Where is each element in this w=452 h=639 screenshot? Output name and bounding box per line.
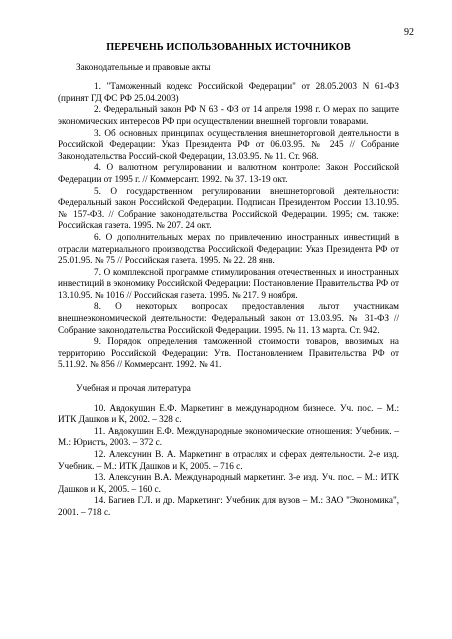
- list-item: [58, 162, 399, 185]
- entry-text: Алексунин В. А. Маркетинг в отраслях и сферах деятельности. 2-е изд. Учебник. – М.: ИТК Дашков и К, 2005. – 716 с.: [58, 449, 399, 471]
- page-number: 92: [404, 27, 414, 38]
- entry-text: О некоторых вопросах предоставления льгот участникам внешнеэкономической деятельности: Федеральный закон от 13.03.95. № 31-ФЗ // Собрание законодательства Российской Федерации. 1995. № 11. 13 марта. Ст. 942.: [58, 301, 399, 335]
- entry-number: 4.: [94, 162, 101, 173]
- list-item: [58, 472, 399, 495]
- section-heading-literature: Учебная и прочая литература: [76, 383, 191, 394]
- entry-number: 8.: [94, 301, 101, 312]
- entry-number: 14.: [94, 495, 106, 506]
- entry-text: Авдокушин Е.Ф. Маркетинг в международном бизнесе. Уч. пос. – М.: ИТК Дашков и К, 2002. – 328 с.: [58, 402, 399, 425]
- entry-number: 12.: [94, 449, 106, 459]
- entry-number: 10.: [94, 402, 106, 413]
- entry-text: Об основных принципах осуществления внешнеторговой деятельности в Российской Федерации: Указ Президента РФ от 06.03.95. № 245 // Собрание Законодательства Россий-ской Федерации, 13.03.95. № 11. Ст. 968.: [58, 127, 399, 161]
- entry-number: 6.: [94, 231, 101, 242]
- list-item: [58, 81, 399, 104]
- entry-number: 5.: [94, 185, 101, 196]
- list-item: [58, 449, 399, 472]
- entry-number: 9.: [94, 336, 101, 347]
- entry-text: О валютном регулировании и валютном контроле: Закон Российской Федерации от 1995 г. // Коммерсант. 1992. № 37. 13-19 окт.: [58, 162, 400, 184]
- entry-number: 13.: [94, 472, 106, 483]
- list-item: [58, 186, 399, 232]
- literature-list: [58, 403, 399, 519]
- document-title: ПЕРЕЧЕНЬ ИСПОЛЬЗОВАННЫХ ИСТОЧНИКОВ: [106, 42, 351, 53]
- list-item: [58, 267, 399, 302]
- entry-text: "Таможенный кодекс Российской Федерации" от 28.05.2003 N 61-ФЗ (принят ГД ФС РФ 25.04.2003): [58, 81, 400, 103]
- list-item: [58, 336, 399, 371]
- entry-number: 11.: [94, 425, 106, 436]
- entry-number: 1.: [94, 81, 101, 92]
- list-item: [58, 403, 399, 426]
- list-item: [58, 128, 399, 163]
- entry-text: Федеральный закон РФ N 63 - ФЗ от 14 апреля 1998 г. О мерах по защите экономических интересов РФ при осуществлении внешней торговли товарами.: [58, 104, 399, 126]
- legal-acts-list: [58, 81, 399, 371]
- entry-text: Багиев Г.Л. и др. Маркетинг: Учебник для вузов – М.: ЗАО "Экономика", 2001. – 718 с.: [58, 495, 400, 517]
- entry-number: 2.: [94, 104, 101, 115]
- list-item: [58, 104, 399, 127]
- entry-text: О государственном регулировании внешнеторговой деятельности: Федеральный закон Российской Федерации. Подписан Президентом России 13.10.95. № 157-ФЗ. // Собрание законодательства Российской Федерации. 1995; см. также: Российская газета. 1995. № 207. 24 окт.: [58, 185, 400, 231]
- entry-number: 7.: [94, 266, 101, 277]
- list-item: [58, 495, 399, 518]
- list-item: [58, 301, 399, 336]
- entry-text: Авдокушин Е.Ф. Международные экономические отношения: Учебник. – М.: Юристъ, 2003. – 372 с.: [58, 425, 399, 448]
- section-heading-legal: Законодательные и правовые акты: [76, 61, 211, 72]
- entry-text: О комплексной программе стимулирования отечественных и иностранных инвестиций в экономику Российской Федерации: Постановление Правительства РФ от 13.10.95. № 1016 // Российская газета. 1995. № 217. 9 ноября.: [58, 266, 399, 300]
- entry-text: О дополнительных мерах по привлечению иностранных инвестиций в отрасли материального производства Российской Федерации: Указ Президента РФ от 25.01.95. № 75 // Российская газета. 1995. № 22. 28 янв.: [58, 231, 400, 266]
- document-body: [58, 42, 399, 519]
- entry-text: Алексунин В.А. Международный маркетинг. 3-е изд. Уч. пос. – М.: ИТК Дашков и К, 2005. – 160 с.: [58, 472, 400, 494]
- section-spacer: [58, 371, 399, 383]
- entry-text: Порядок определения таможенной стоимости товаров, ввозимых на территорию Российской Федерации: Утв. Постановлением Правительства РФ от 5.11.92. № 856 // Коммерсант. 1992. № 41.: [58, 336, 399, 370]
- list-item: [58, 426, 399, 449]
- list-item: [58, 232, 399, 267]
- entry-number: 3.: [94, 127, 101, 138]
